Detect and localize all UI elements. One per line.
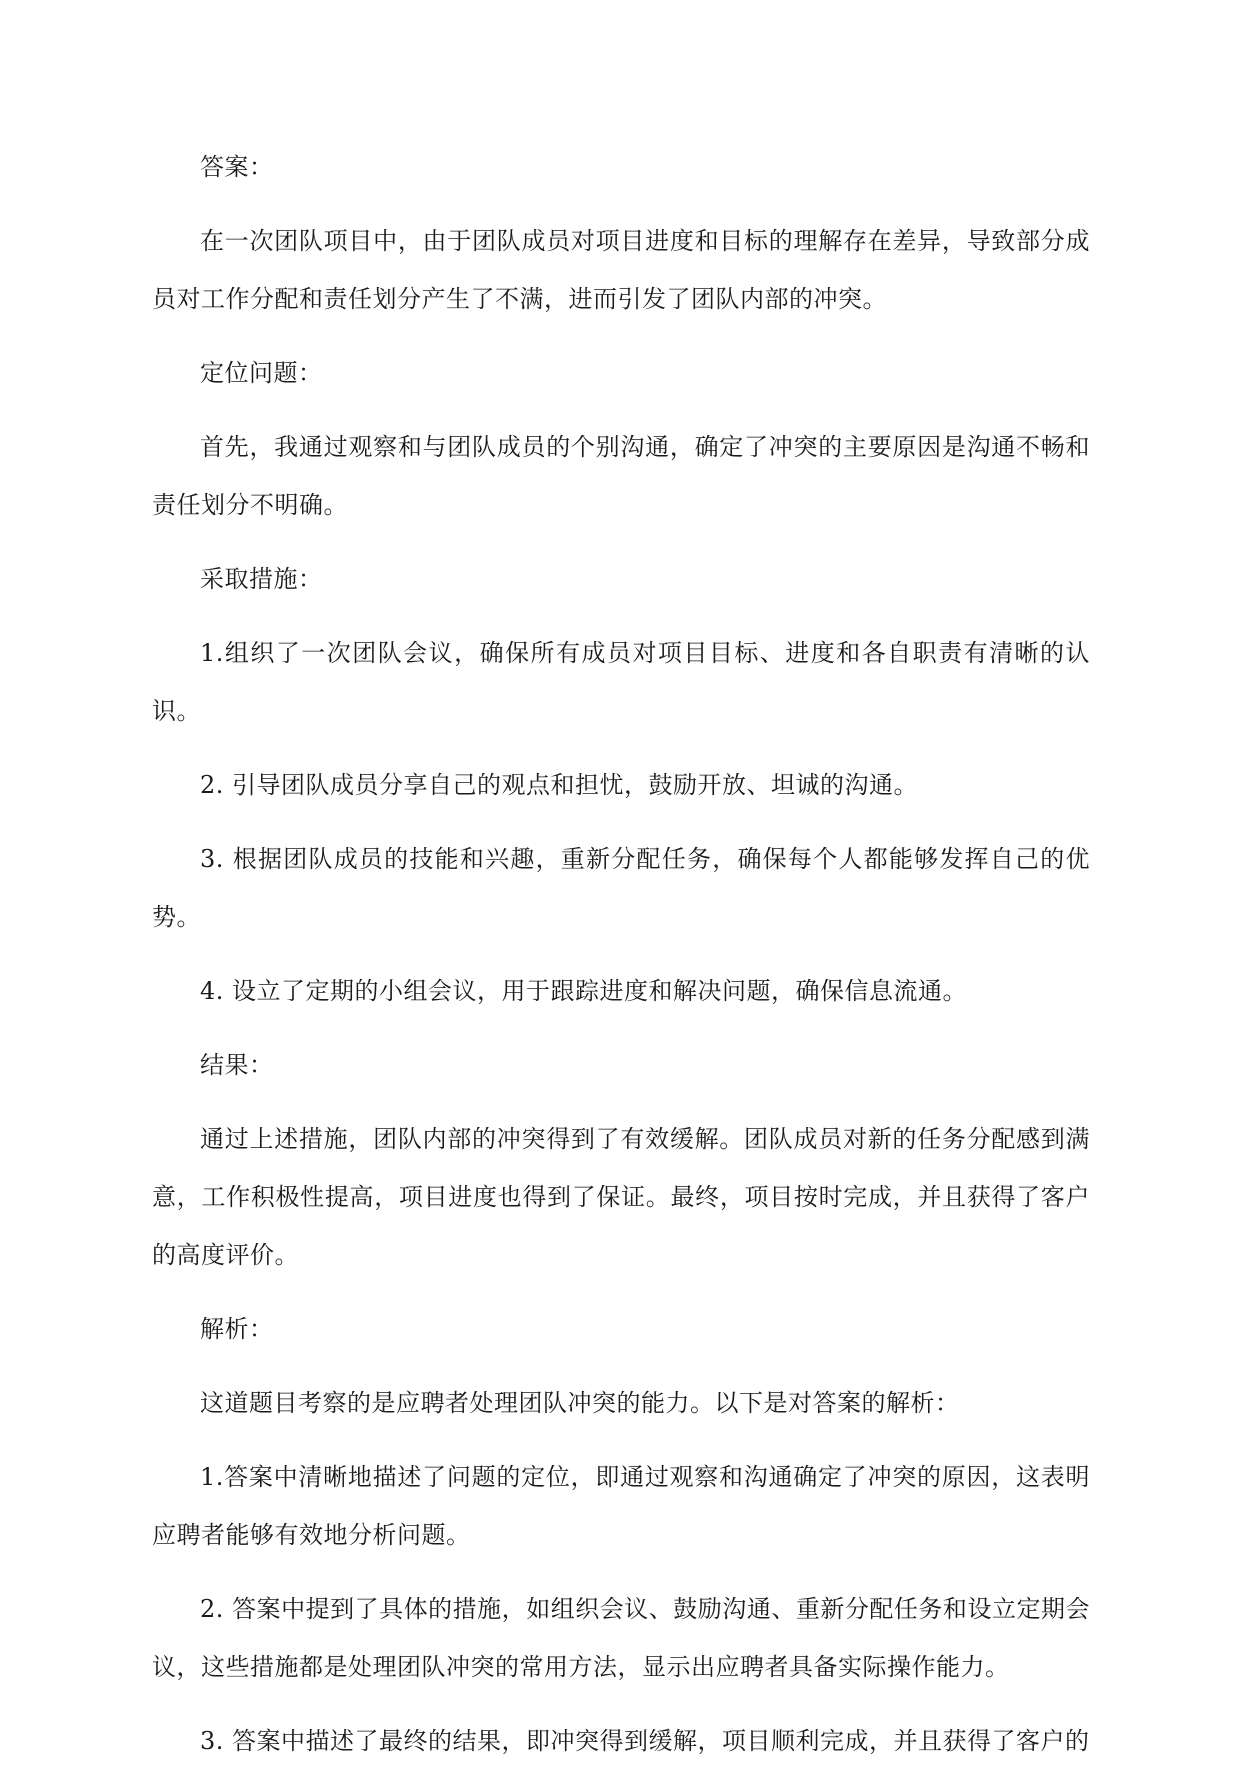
paragraph-spacer bbox=[152, 946, 1090, 962]
measure-item-1: 1.组织了一次团队会议，确保所有成员对项目目标、进度和各自职责有清晰的认识。 bbox=[152, 639, 1090, 725]
locate-problem-paragraph: 首先，我通过观察和与团队成员的个别沟通，确定了冲突的主要原因是沟通不畅和责任划分不明确。 bbox=[152, 433, 1090, 519]
heading-answer: 答案： bbox=[200, 153, 274, 181]
document-body bbox=[152, 138, 1090, 1770]
heading-analysis: 解析： bbox=[200, 1315, 274, 1343]
measure-item-4: 4. 设立了定期的小组会议，用于跟踪进度和解决问题，确保信息流通。 bbox=[200, 977, 968, 1005]
result-paragraph: 通过上述措施，团队内部的冲突得到了有效缓解。团队成员对新的任务分配感到满意，工作积极性提高，项目进度也得到了保证。最终，项目按时完成，并且获得了客户的高度评价。 bbox=[152, 1125, 1090, 1269]
paragraph-spacer bbox=[152, 1432, 1090, 1448]
analysis-item-3: 3. 答案中描述了最终的结果，即冲突得到缓解，项目顺利完成，并且获得了客户的 bbox=[200, 1727, 1090, 1755]
answer-paragraph: 在一次团队项目中，由于团队成员对项目进度和目标的理解存在差异，导致部分成员对工作分配和责任划分产生了不满，进而引发了团队内部的冲突。 bbox=[152, 227, 1090, 313]
paragraph-spacer bbox=[152, 1564, 1090, 1580]
heading-result: 结果： bbox=[200, 1051, 274, 1079]
paragraph-spacer bbox=[152, 814, 1090, 830]
paragraph-spacer bbox=[152, 1094, 1090, 1110]
paragraph-spacer bbox=[152, 402, 1090, 418]
analysis-intro: 这道题目考察的是应聘者处理团队冲突的能力。以下是对答案的解析： bbox=[200, 1389, 960, 1417]
measure-item-2: 2. 引导团队成员分享自己的观点和担忧，鼓励开放、坦诚的沟通。 bbox=[200, 771, 919, 799]
paragraph-spacer bbox=[152, 534, 1090, 550]
paragraph-spacer bbox=[152, 608, 1090, 624]
paragraph-spacer bbox=[152, 328, 1090, 344]
paragraph-spacer bbox=[152, 1284, 1090, 1300]
paragraph-spacer bbox=[152, 740, 1090, 756]
measure-item-3: 3. 根据团队成员的技能和兴趣，重新分配任务，确保每个人都能够发挥自己的优势。 bbox=[152, 845, 1090, 931]
paragraph-spacer bbox=[152, 1020, 1090, 1036]
heading-measures: 采取措施： bbox=[200, 565, 323, 593]
paragraph-spacer bbox=[152, 1358, 1090, 1374]
paragraph-spacer bbox=[152, 196, 1090, 212]
analysis-item-2: 2. 答案中提到了具体的措施，如组织会议、鼓励沟通、重新分配任务和设立定期会议，这些措施都是处理团队冲突的常用方法，显示出应聘者具备实际操作能力。 bbox=[152, 1595, 1090, 1681]
heading-locate-problem: 定位问题： bbox=[200, 359, 323, 387]
analysis-item-1: 1.答案中清晰地描述了问题的定位，即通过观察和沟通确定了冲突的原因，这表明应聘者能够有效地分析问题。 bbox=[152, 1463, 1090, 1549]
paragraph-spacer bbox=[152, 1696, 1090, 1712]
